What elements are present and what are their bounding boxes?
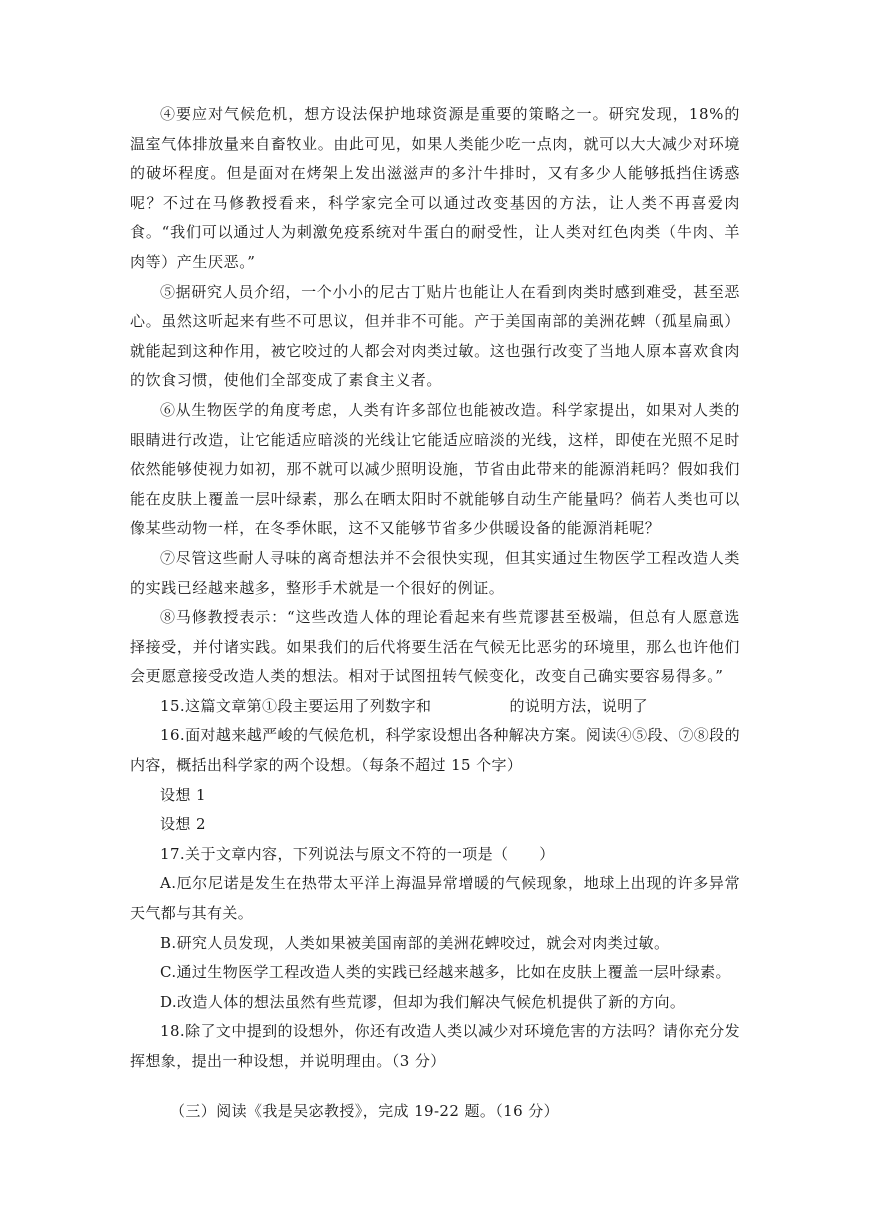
question-17: 17.关于文章内容，下列说法与原文不符的一项是（ ） [160,844,555,863]
question-16: 16.面对越来越严峻的气候危机，科学家设想出各种解决方案。阅读④⑤段、⑦⑧段的内容，概括出科学家的两个设想。（每条不超过 15 个字） [130,726,740,775]
question-18: 18.除了文中提到的设想外，你还有改造人类以减少对环境危害的方法吗？请你充分发挥想象，提出一种设想，并说明理由。（3 分） [130,1022,740,1070]
option-a: A.厄尔尼诺是发生在热带太平洋上海温异常增暖的气候现象，地球上出现的许多异常天气都与其有关。 [130,874,740,923]
spacer [130,1077,740,1097]
idea-2-label: 设想 2 [160,815,206,834]
question-15-text: 15.这篇文章第①段主要运用了列数字和 [160,696,432,715]
option-c: C.通过生物医学工程改造人类的实践已经越来越多，比如在皮肤上覆盖一层叶绿素。 [160,963,731,982]
paragraph-4: ④要应对气候危机，想方设法保护地球资源是重要的策略之一。研究发现，18%的温室气体排放量来自畜牧业。由此可见，如果人类能少吃一点肉，就可以大大减少对环境的破坏程度。但是面对在烤架上发出滋滋声的多汁牛排时，又有多少人能够抵挡住诱惑呢？不过在马修教授看来，科学家完全可以通过改变基因的方法，让人类不再喜爱肉食。“我们可以通过人为刺激免疫系统对牛蛋白的耐受性，让人类对红色肉类（牛肉、羊肉等）产生厌恶。” [130,105,740,271]
paragraph-7: ⑦尽管这些耐人寻味的离奇想法并不会很快实现，但其实通过生物医学工程改造人类的实践已经越来越多，整形手术就是一个很好的例证。 [130,548,740,597]
question-15-text-end: 的说明方法，说明了 [509,696,649,715]
section-3-heading: （三）阅读《我是吴宓教授》，完成 19-22 题。（16 分） [170,1101,560,1120]
document-page [130,100,740,1126]
idea-1-label: 设想 1 [160,785,206,804]
option-b: B.研究人员发现，人类如果被美国南部的美洲花蜱咬过，就会对肉类过敏。 [160,933,670,952]
option-d: D.改造人体的想法虽然有些荒谬，但却为我们解决气候危机提供了新的方向。 [160,992,686,1011]
paragraph-6: ⑥从生物医学的角度考虑，人类有许多部位也能被改造。科学家提出，如果对人类的眼睛进行改造，让它能适应暗淡的光线让它能适应暗淡的光线，这样，即使在光照不足时依然能够使视力如初，那不就可以减少照明设施，节省由此带来的能源消耗吗？假如我们能在皮肤上覆盖一层叶绿素，那么在晒太阳时不就能够自动生产能量吗？倘若人类也可以像某些动物一样，在冬季休眠，这不又能够节省多少供暖设备的能源消耗呢？ [130,400,740,538]
paragraph-5: ⑤据研究人员介绍，一个小小的尼古丁贴片也能让人在看到肉类时感到难受，甚至恶心。虽然这听起来有些不可思议，但并非不可能。产于美国南部的美洲花蜱（孤星扁虱）就能起到这种作用，被它咬过的人都会对肉类过敏。这也强行改变了当地人原本喜欢食肉的饮食习惯，使他们全部变成了素食主义者。 [130,282,740,390]
paragraph-8: ⑧马修教授表示：“这些改造人体的理论看起来有些荒谬甚至极端，但总有人愿意选择接受，并付诸实践。如果我们的后代将要生活在气候无比恶劣的环境里，那么也许他们会更愿意接受改造人类的想法。相对于试图扭转气候变化，改变自己确实要容易得多。” [130,608,740,686]
question-15 [130,692,740,722]
